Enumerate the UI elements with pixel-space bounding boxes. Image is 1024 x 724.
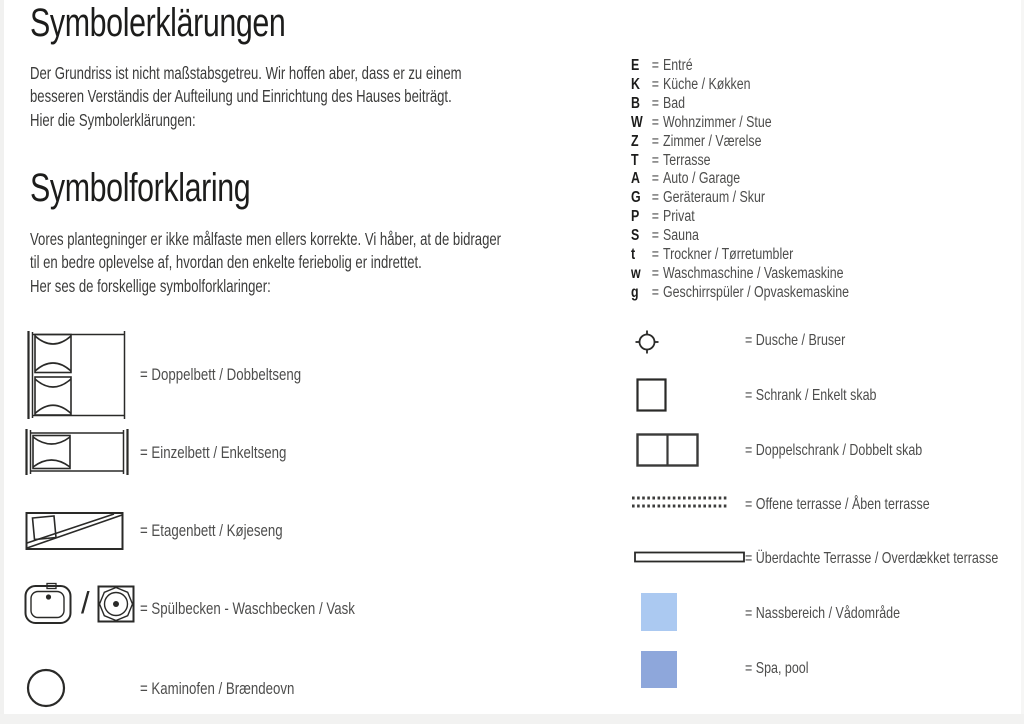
wet-area-label: = Nassbereich / Vådområde: [745, 605, 901, 622]
spa-pool-label: = Spa, pool: [745, 660, 809, 677]
intro-german-line3: Hier die Symbolerklärungen:: [30, 109, 196, 130]
legend-equals-sign: =: [651, 227, 660, 245]
double-bed-label: = Doppelbett / Dobbeltseng: [140, 365, 302, 384]
legend-letter: E: [631, 57, 640, 74]
legend-equals-sign: =: [651, 75, 660, 93]
intro-german-line1: Der Grundriss ist nicht maßstabsgetreu. Wir hoffen aber, dass er zu einem: [30, 63, 462, 83]
legend-row: [631, 208, 849, 227]
legend-name: Küche / Køkken: [663, 75, 751, 93]
bunk-bed-icon: [25, 511, 125, 551]
legend-equals-sign: =: [651, 94, 660, 112]
legend-row: [631, 114, 849, 133]
legend-name: Sauna: [663, 227, 699, 245]
covered-terrace-label-wrap: [745, 550, 1024, 568]
legend-letter: K: [631, 75, 640, 93]
legend-row: [631, 95, 849, 114]
legend-letter: Z: [631, 132, 639, 150]
kitchen-sink-icon: [24, 582, 72, 626]
legend-row: [631, 170, 849, 189]
wash-basin-icon: [97, 585, 135, 623]
bunk-bed-label: = Etagenbett / Køjeseng: [140, 521, 283, 540]
legend-row: [631, 227, 849, 246]
legend-row: [631, 265, 849, 284]
bunk-bed-label-wrap: [140, 521, 323, 541]
spa-pool-swatch: [641, 651, 677, 688]
shower-label: = Dusche / Bruser: [745, 332, 846, 349]
double-cabinet-label: = Doppelschrank / Dobbelt skab: [745, 442, 923, 459]
legend-name: Geräteraum / Skur: [663, 189, 765, 207]
legend-row: [631, 76, 849, 95]
legend-letter: T: [631, 151, 639, 169]
double-bed-icon: [26, 331, 130, 419]
intro-danish-line1: Vores plantegninger er ikke målfaste men ellers korrekte. Vi håber, at de bidrager: [30, 229, 502, 249]
legend-name: Zimmer / Værelse: [663, 132, 762, 150]
cabinet-icon: [636, 378, 667, 412]
wood-stove-label-wrap: [140, 679, 338, 699]
legend-letter: W: [631, 113, 643, 131]
legend-equals-sign: =: [651, 246, 660, 264]
open-terrace-icon: [630, 494, 730, 511]
legend-equals-sign: =: [651, 57, 660, 74]
double-bed-label-wrap: [140, 365, 347, 385]
legend-row: [631, 152, 849, 171]
legend-row: [631, 284, 849, 303]
single-bed-icon: [24, 429, 130, 475]
shower-label-wrap: [745, 332, 874, 350]
wet-area-swatch: [641, 593, 677, 631]
letter-legend: [631, 57, 849, 303]
legend-name: Waschmaschine / Vaskemaskine: [663, 264, 844, 282]
legend-letter: g: [631, 283, 639, 301]
legend-name: Bad: [663, 94, 686, 112]
legend-name: Geschirrspüler / Opvaskemaskine: [663, 283, 850, 301]
page-title-danish-text: Symbolforklaring: [30, 166, 251, 210]
intro-german-line2: besseren Verständis der Aufteilung und Einrichtung des Hauses beiträgt.: [30, 86, 452, 107]
single-bed-label-wrap: [140, 443, 328, 463]
wood-stove-label: = Kaminofen / Brændeovn: [140, 679, 295, 698]
intro-danish-line3: Her ses de forskellige symbolforklaringer:: [30, 275, 271, 296]
sink-divider-slash: /: [81, 585, 90, 620]
covered-terrace-label: = Überdachte Terrasse / Overdækket terrasse: [745, 550, 999, 567]
intro-danish: [30, 228, 658, 298]
legend-row: [631, 133, 849, 152]
cabinet-label: = Schrank / Enkelt skab: [745, 387, 877, 404]
intro-danish-line2: til en bedre oplevelse af, hvordan den enkelte feriebolig er indrettet.: [30, 252, 422, 273]
page-title-danish: [30, 166, 320, 210]
legend-equals-sign: =: [651, 151, 660, 169]
sink-symbols-group: [24, 582, 135, 626]
legend-equals-sign: =: [651, 132, 660, 150]
cabinet-label-wrap: [745, 387, 914, 405]
wood-stove-icon: [26, 668, 66, 708]
legend-name: Terrasse: [663, 151, 711, 169]
double-cabinet-icon: [636, 433, 699, 467]
legend-row: [631, 57, 849, 76]
page-title-german: [30, 1, 366, 45]
sink-label: = Spülbecken - Waschbecken / Vask: [140, 599, 355, 618]
legend-letter: P: [631, 208, 640, 226]
legend-name: Wohnzimmer / Stue: [663, 113, 772, 131]
open-terrace-label: = Offene terrasse / Åben terrasse: [745, 496, 930, 513]
legend-row: [631, 189, 849, 208]
page-edge-bottom: [0, 714, 1024, 724]
sink-label-wrap: [140, 599, 415, 619]
wet-area-label-wrap: [745, 605, 944, 623]
intro-german: [30, 62, 605, 132]
open-terrace-label-wrap: [745, 496, 982, 514]
legend-name: Privat: [663, 208, 695, 226]
legend-letter: A: [631, 170, 640, 188]
shower-icon: [634, 329, 660, 355]
double-cabinet-label-wrap: [745, 442, 972, 460]
legend-name: Entré: [663, 57, 693, 74]
legend-letter: w: [631, 264, 641, 282]
page-title-german-text: Symbolerklärungen: [30, 1, 286, 45]
legend-row: [631, 246, 849, 265]
legend-equals-sign: =: [651, 189, 660, 207]
single-bed-label: = Einzelbett / Enkeltseng: [140, 443, 287, 462]
legend-equals-sign: =: [651, 170, 660, 188]
spa-pool-label-wrap: [745, 660, 826, 678]
legend-equals-sign: =: [651, 264, 660, 282]
legend-letter: G: [631, 189, 641, 207]
legend-equals-sign: =: [651, 283, 660, 301]
legend-equals-sign: =: [651, 208, 660, 226]
legend-letter: S: [631, 227, 640, 245]
legend-letter: t: [631, 246, 636, 264]
legend-name: Trockner / Tørretumbler: [663, 246, 794, 264]
page-edge-left: [0, 0, 4, 724]
legend-letter: B: [631, 94, 640, 112]
legend-equals-sign: =: [651, 113, 660, 131]
legend-name: Auto / Garage: [663, 170, 741, 188]
covered-terrace-icon: [634, 551, 746, 563]
